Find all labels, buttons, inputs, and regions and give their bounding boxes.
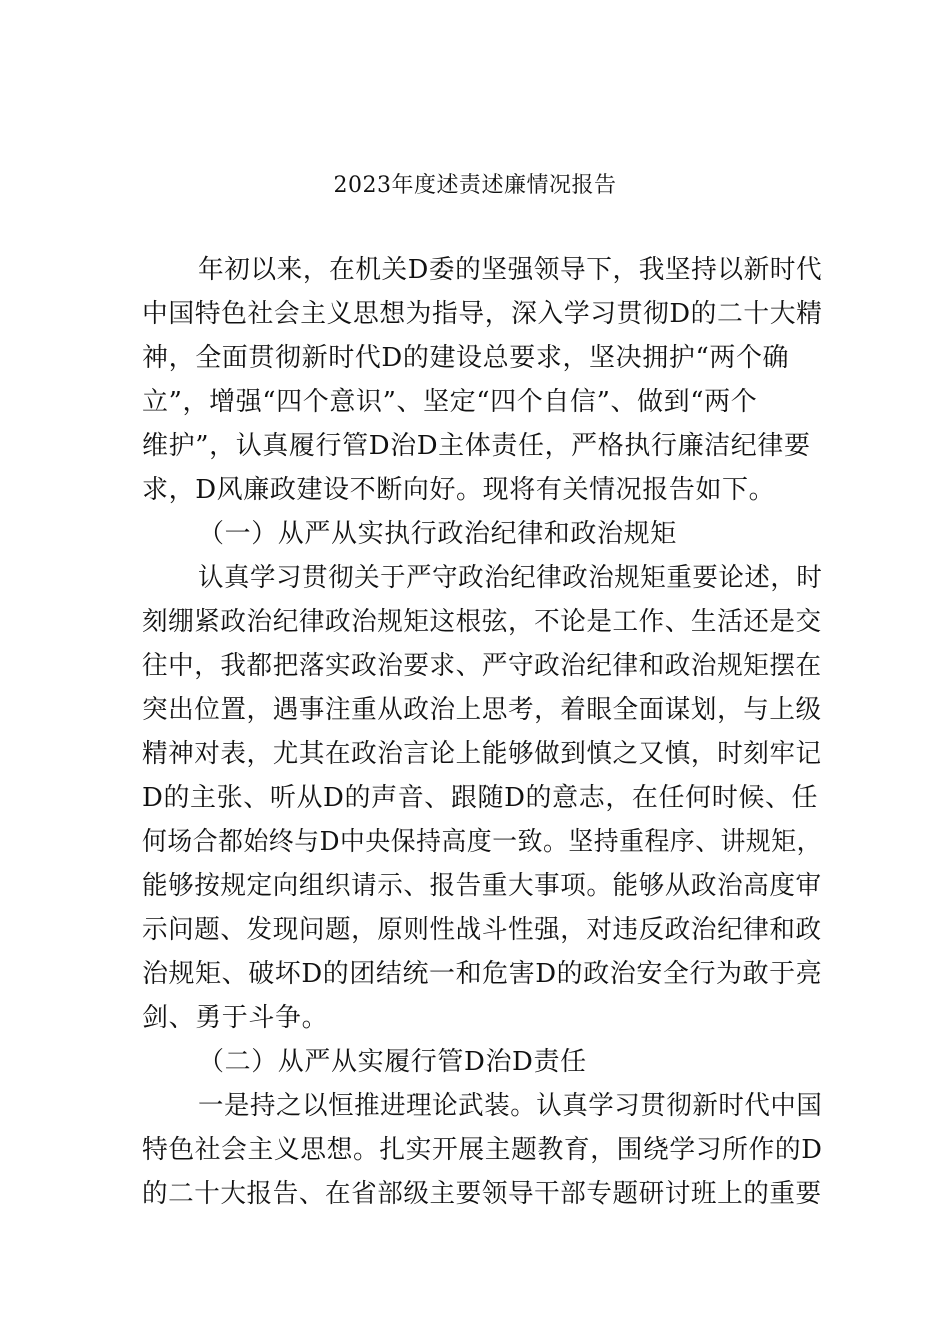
paragraph-line: 往中，我都把落实政治要求、严守政治纪律和政治规矩摆在	[142, 651, 822, 681]
paragraph-line: 剑、勇于斗争。	[142, 1003, 329, 1033]
section-heading: （一）从严从实执行政治纪律和政治规矩	[198, 519, 677, 549]
paragraph-line: 年初以来，在机关D委的坚强领导下，我坚持以新时代	[198, 255, 823, 285]
paragraph-line: 治规矩、破坏D的团结统一和危害D的政治安全行为敢于亮	[142, 959, 823, 989]
paragraph-line: 一是持之以恒推进理论武装。认真学习贯彻新时代中国	[198, 1091, 823, 1121]
paragraph-line: 神，全面贯彻新时代D的建设总要求，坚决拥护“两个确	[142, 343, 790, 373]
section-heading: （二）从严从实履行管D治D责任	[198, 1047, 587, 1077]
paragraph-line: 突出位置，遇事注重从政治上思考，着眼全面谋划，与上级	[142, 695, 822, 725]
paragraph-line: D的主张、听从D的声音、跟随D的意志，在任何时候、任	[142, 783, 819, 813]
paragraph-line: 能够按规定向组织请示、报告重大事项。能够从政治高度审	[142, 871, 822, 901]
paragraph-line: 中国特色社会主义思想为指导，深入学习贯彻D的二十大精	[142, 299, 823, 329]
paragraph-line: 何场合都始终与D中央保持高度一致。坚持重程序、讲规矩，	[142, 827, 823, 857]
paragraph-line: 认真学习贯彻关于严守政治纪律政治规矩重要论述，时	[198, 563, 823, 593]
paragraph-line: 刻绷紧政治纪律政治规矩这根弦，不论是工作、生活还是交	[142, 607, 822, 637]
paragraph-line: 示问题、发现问题，原则性战斗性强，对违反政治纪律和政	[142, 915, 822, 945]
paragraph-line: 精神对表，尤其在政治言论上能够做到慎之又慎，时刻牢记	[142, 739, 822, 769]
paragraph-line: 立”，增强“四个意识”、坚定“四个自信”、做到“两个	[142, 387, 758, 417]
paragraph-line: 维护”，认真履行管D治D主体责任，严格执行廉洁纪律要	[142, 431, 811, 461]
paragraph-line: 的二十大报告、在省部级主要领导干部专题研讨班上的重要	[142, 1179, 822, 1209]
paragraph-line: 求，D风廉政建设不断向好。现将有关情况报告如下。	[142, 475, 776, 505]
paragraph-line: 特色社会主义思想。扎实开展主题教育，围绕学习所作的D	[142, 1135, 823, 1165]
document-title: 2023年度述责述廉情况报告	[333, 173, 617, 198]
